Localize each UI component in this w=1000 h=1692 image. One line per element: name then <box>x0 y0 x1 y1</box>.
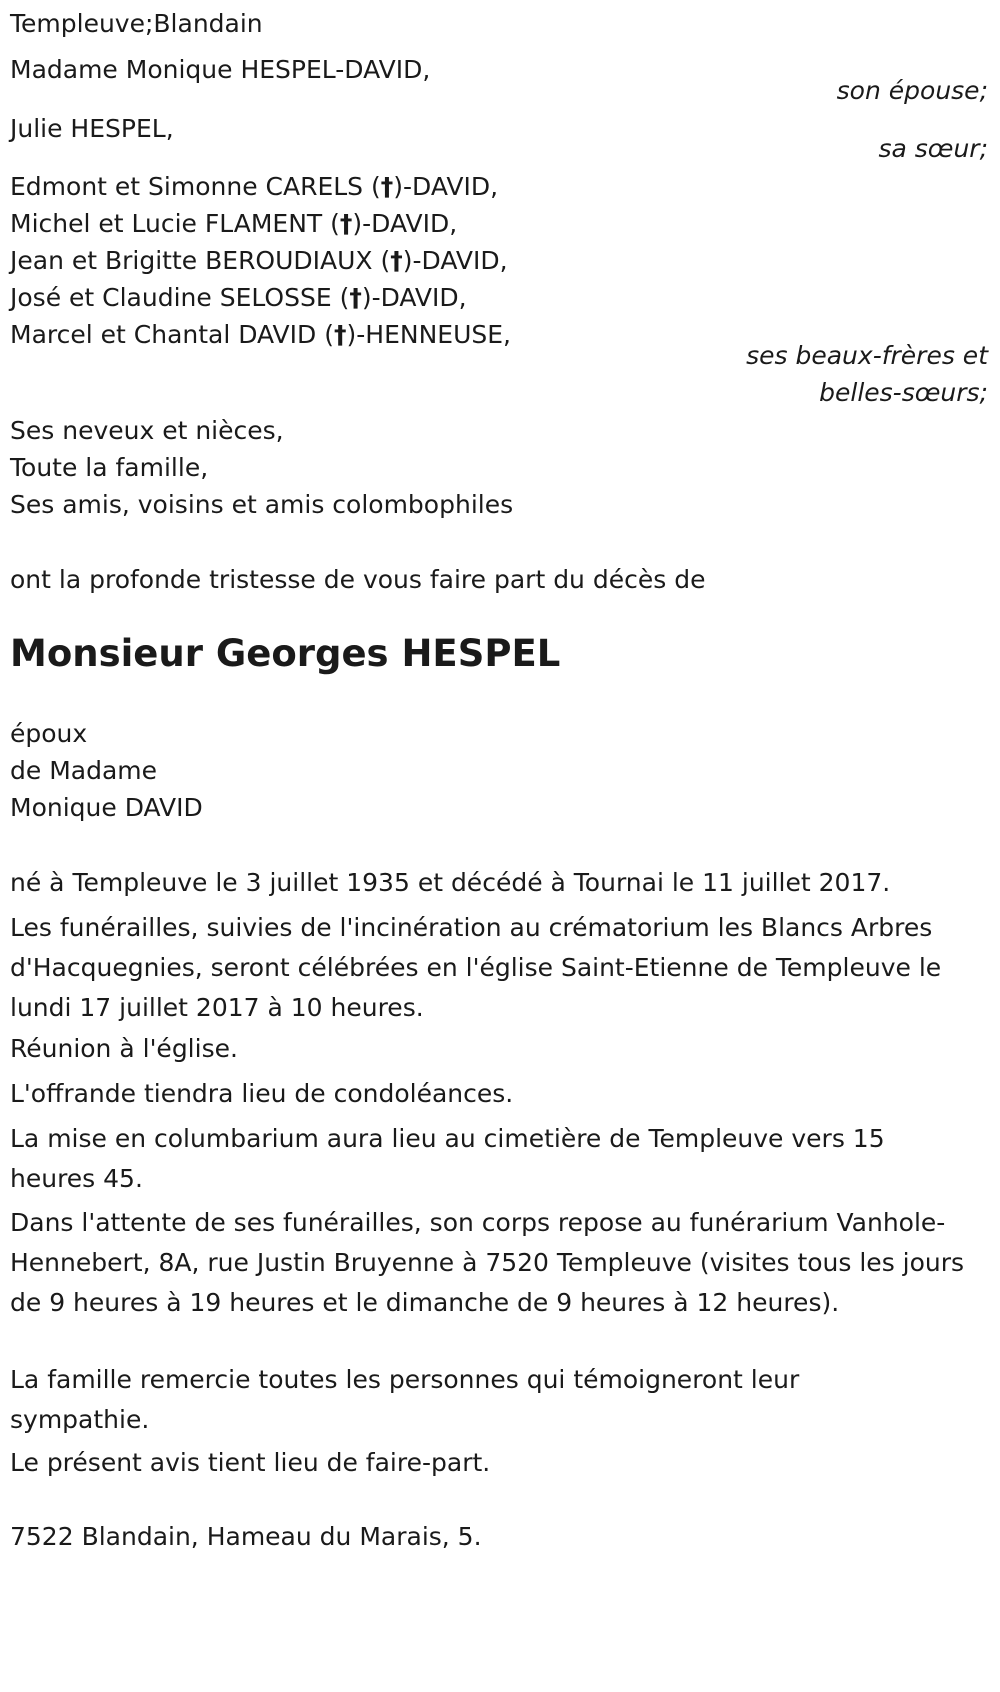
meeting-text: Réunion à l'église. <box>10 1034 238 1063</box>
address-text: 7522 Blandain, Hameau du Marais, 5. <box>10 1522 482 1551</box>
location-header: Templeuve;Blandain <box>10 9 263 38</box>
cross-icon: † <box>339 209 353 238</box>
family-line: Toute la famille, <box>10 453 209 482</box>
cross-icon: † <box>380 172 394 201</box>
spouse-line: Monique DAVID <box>10 793 203 822</box>
in-laws-relation-line1: ses beaux-frères et <box>746 341 988 370</box>
in-law-line: Michel et Lucie FLAMENT (†)-DAVID, <box>10 209 458 238</box>
thanks-text: La famille remercie toutes les personnes qui témoigneront leur sympathie. <box>10 1365 800 1434</box>
cross-icon: † <box>334 320 347 349</box>
deceased-name: Monsieur Georges HESPEL <box>10 632 561 675</box>
spouse-line: époux <box>10 719 88 748</box>
sister-name: Julie HESPEL, <box>10 114 174 143</box>
family-line: Ses amis, voisins et amis colombophiles <box>10 490 514 519</box>
visitation-text: Dans l'attente de ses funérailles, son corps repose au funérarium Vanhole-Hennebert, 8A, rue Justin Bruyenne à 7520 Templeuve (visites tous les jours de 9 heures à 19 heures et le dimanche de 9 heures à 12 heures). <box>10 1208 965 1317</box>
in-laws-relation-line2: belles-sœurs; <box>819 378 988 407</box>
cross-icon: † <box>349 283 362 312</box>
spouse-relation: son épouse; <box>836 76 988 105</box>
funeral-text: Les funérailles, suivies de l'incinération au crématorium les Blancs Arbres d'Hacquegnies, seront célébrées en l'église Saint-Etienne de Templeuve le lundi 17 juillet 2017 à 10 heures. <box>10 913 942 1022</box>
announcement-text: ont la profonde tristesse de vous faire part du décès de <box>10 565 706 594</box>
sister-relation: sa sœur; <box>878 134 988 163</box>
in-law-line: José et Claudine SELOSSE (†)-DAVID, <box>10 283 467 312</box>
offering-text: L'offrande tiendra lieu de condoléances. <box>10 1079 514 1108</box>
notice-text: Le présent avis tient lieu de faire-part. <box>10 1448 491 1477</box>
in-law-line: Jean et Brigitte BEROUDIAUX (†)-DAVID, <box>10 246 508 275</box>
family-line: Ses neveux et nièces, <box>10 416 284 445</box>
in-law-line: Marcel et Chantal DAVID (†)-HENNEUSE, <box>10 320 511 349</box>
columbarium-text: La mise en columbarium aura lieu au cimetière de Templeuve vers 15 heures 45. <box>10 1124 885 1193</box>
in-law-line: Edmont et Simonne CARELS (†)-DAVID, <box>10 172 499 201</box>
cross-icon: † <box>390 246 403 275</box>
birth-death-text: né à Templeuve le 3 juillet 1935 et décédé à Tournai le 11 juillet 2017. <box>10 868 891 897</box>
spouse-line: de Madame <box>10 756 158 785</box>
spouse-name: Madame Monique HESPEL-DAVID, <box>10 55 431 84</box>
